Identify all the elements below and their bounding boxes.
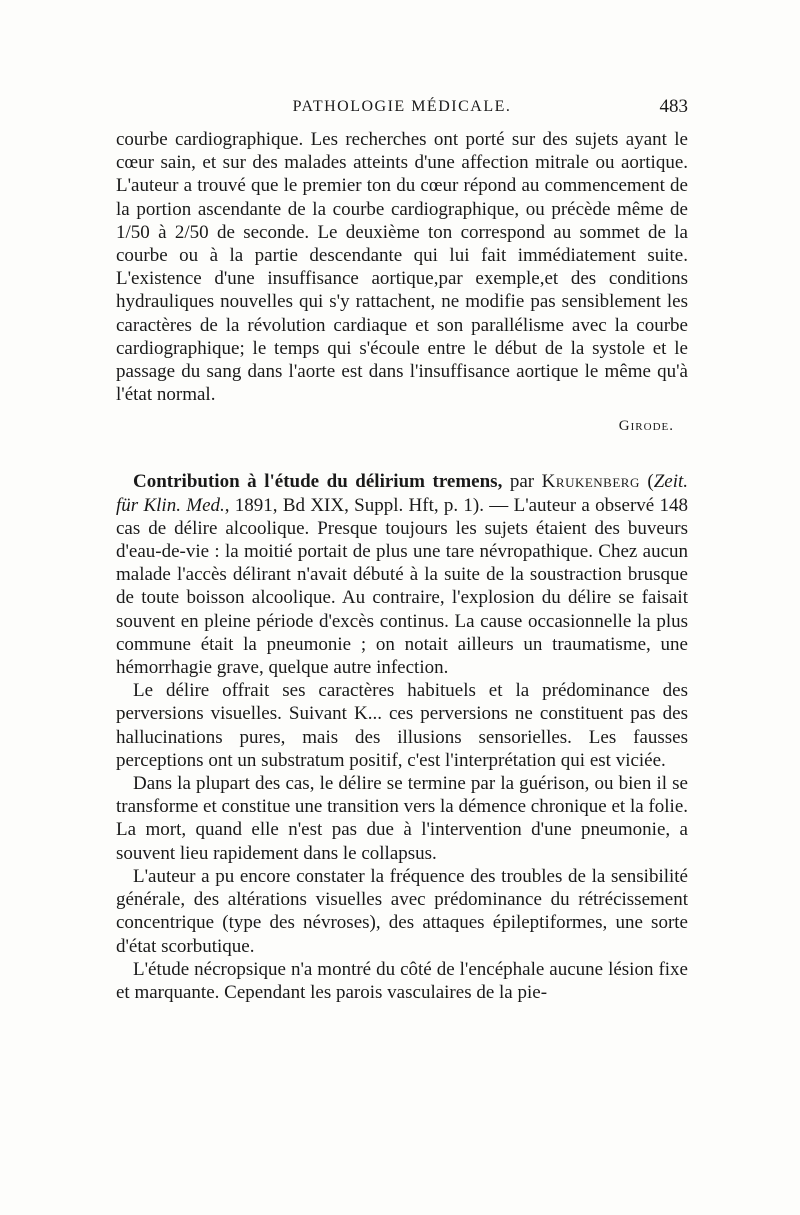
par-word: par bbox=[502, 471, 542, 493]
running-title: PATHOLOGIE MÉDICALE. bbox=[292, 98, 512, 115]
journal-name: Zeit. für Klin. Med. bbox=[116, 471, 689, 516]
ref-open: ( bbox=[639, 471, 654, 493]
article-paragraph: Le délire offrait ses caractères habituels et la prédominance des perversions visuelles. Suivant K... ces perversions ne constituent pas des hallucinations pures, mais des illusions sensorielles. Les fausses perceptions ont un substratum positif, c'est l'interprétation qui est viciée. bbox=[116, 680, 688, 771]
cited-author: Krukenberg bbox=[541, 471, 640, 493]
article-paragraph: Dans la plupart des cas, le délire se termine par la guérison, ou bien il se transforme et constitue une transition vers la démence chronique et la folie. La mort, quand elle n'est pas due à l'intervention d'une pneumonie, a souvent lieu rapidement dans le collapsus. bbox=[116, 773, 688, 864]
text-block bbox=[116, 128, 688, 1004]
running-head bbox=[116, 96, 688, 124]
article-paragraph: L'auteur a pu encore constater la fréquence des troubles de la sensibilité générale, des altérations visuelles avec prédominance du rétrécissement concentrique (type des névroses), des attaques épileptiformes, une sorte d'état scorbutique. bbox=[116, 865, 688, 957]
article-body-start: , 1891, Bd XIX, Suppl. Hft, p. 1). — L'auteur a observé 148 cas de délire alcoolique. Presque toujours les sujets étaient des buveurs d'eau-de-vie : la moitié portait de plus une tare névropathique. Chez aucun malade l'accès délirant n'avait débuté à la suite de la soustraction brusque de toute boisson alcoolique. Au contraire, l'explosion du délire se faisait souvent en pleine période d'excès continus. La cause occasionnelle la plus commune était la pneumonie ; on notait ailleurs un traumatisme, une hémorrhagie grave, quelque autre infection. bbox=[116, 494, 689, 679]
section-separator bbox=[116, 436, 688, 470]
paragraph-continuation: courbe cardiographique. Les recherches ont porté sur des sujets ayant le cœur sain, et sur des malades atteints d'une affection mitrale ou aortique. L'auteur a trouvé que le premier ton du cœur répond au commencement de la portion ascendante de la courbe cardiographique, ou précède même de 1/50 à 2/50 de seconde. Le deuxième ton correspond au sommet de la courbe ou à la partie descendante qui lui fait immédiatement suite. L'existence d'une insuffisance aortique,par exemple,et des conditions hydrauliques nouvelles qui s'y rattachent, ne modifie pas sensiblement les caractères de la révolution cardiaque et son parallélisme avec la courbe cardiographique; le temps qui s'écoule entre le début de la systole et le passage du sang dans l'aorte est dans l'insuffisance aortique le même qu'à l'état normal. bbox=[116, 129, 688, 406]
page-number: 483 bbox=[659, 96, 688, 117]
author-signature: Girode. bbox=[618, 418, 674, 435]
article-opening-paragraph bbox=[116, 470, 688, 679]
article-paragraph: L'étude nécropsique n'a montré du côté de l'encéphale aucune lésion fixe et marquante. Cependant les parois vasculaires de la pie- bbox=[116, 958, 688, 1003]
article-title: Contribution à l'étude du délirium tremens, bbox=[133, 471, 503, 493]
